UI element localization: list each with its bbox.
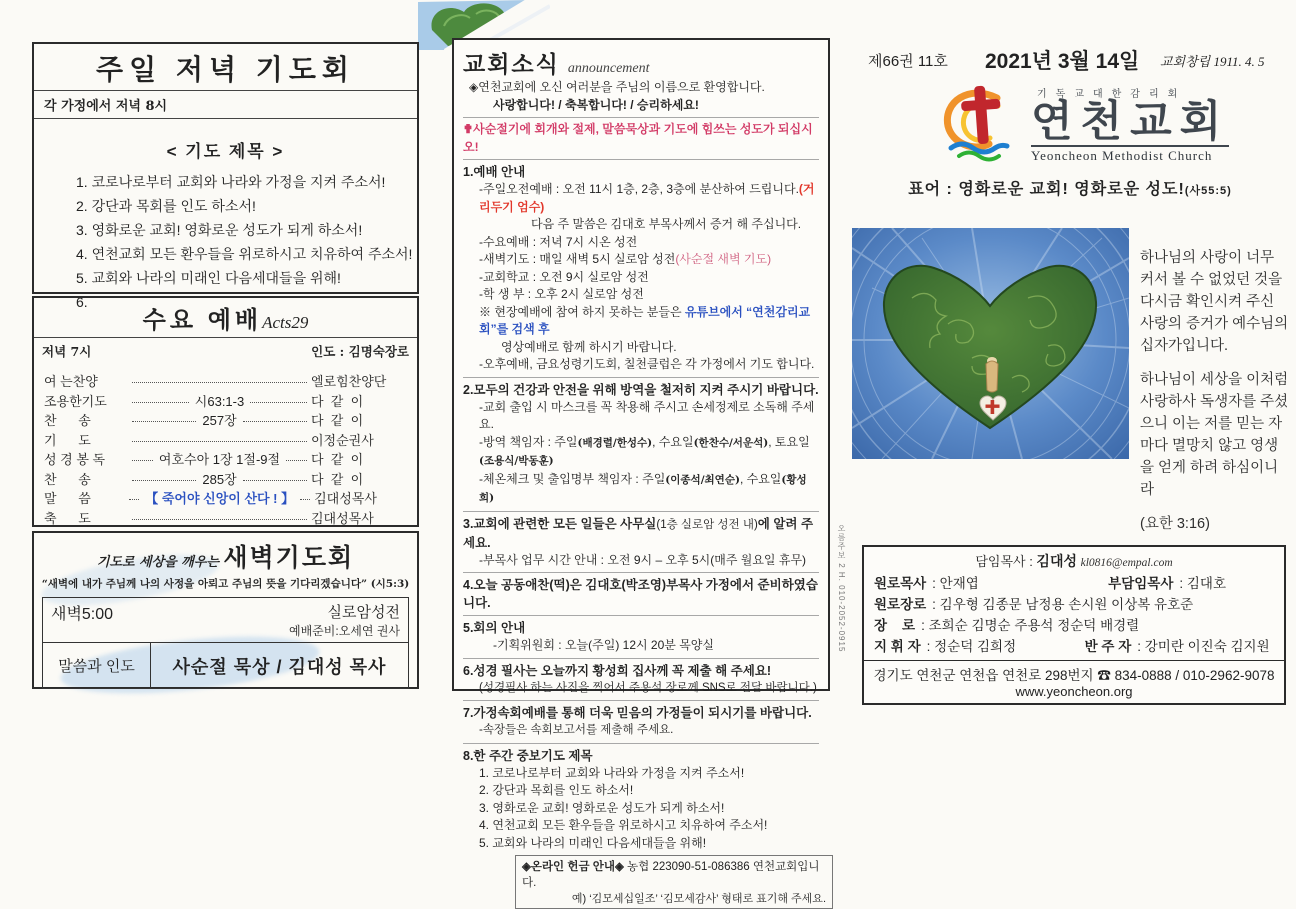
worship-row-label: 축 도	[44, 510, 91, 526]
offering-account: 농협 223090-51-086386 연천교회입니다.	[522, 861, 820, 889]
prayer-item: 4. 연천교회 모든 환우들을 위로하시고 치유하여 주소서!	[76, 246, 413, 262]
handwritten-names: (조용식/박동훈)	[479, 455, 554, 467]
church-name-english: Yeoncheon Methodist Church	[1031, 145, 1229, 164]
announcement-line: -부목사 업무 시간 안내 : 오전 9시 – 오후 5시(매주 월요일 휴무)	[479, 552, 807, 567]
welcome-line: ◈연천교회에 오신 여러분을 주님의 이름으로 환영합니다.	[469, 80, 765, 94]
announcement-line: -속장들은 속회보고서를 제출해 주세요.	[479, 724, 674, 736]
intercession-item: 3. 영화로운 교회! 영화로운 성도가 되게 하소서!	[479, 800, 725, 815]
dawn-row-label: 말씀과 인도	[43, 643, 151, 688]
divider	[463, 159, 819, 160]
worship-row	[44, 509, 407, 529]
worship-row	[44, 450, 407, 470]
staff-label: 장 로	[874, 618, 916, 633]
worship-order-list	[34, 362, 417, 528]
cross-icon	[935, 82, 1027, 167]
handwritten-names: (배경렬/한성수)	[577, 436, 653, 449]
prayer-item: 5. 교회와 나라의 미래인 다음세대들을 위해!	[76, 270, 341, 286]
dawn-place: 실로암성전	[327, 604, 400, 621]
offering-title: ◈온라인 헌금 안내◈	[522, 861, 624, 873]
divider	[463, 615, 819, 616]
divider	[463, 743, 819, 744]
worship-row-label: 찬 송	[44, 413, 91, 428]
online-offering-box	[515, 855, 833, 909]
worship-time: 저녁 7시	[42, 344, 92, 359]
bulletin-date: 2021년 3월 14일	[985, 50, 1140, 73]
divider	[463, 658, 819, 659]
denomination-text: 기독교대한감리회	[1037, 88, 1187, 100]
announcement-line: -교회학교 : 오전 9시 실로암 성전	[479, 269, 649, 284]
worship-row-person: 다 같 이	[311, 452, 364, 467]
prayer-list-title: < 기도 제목 >	[166, 142, 285, 161]
worship-row-label: 성 경 봉 독	[44, 452, 106, 467]
worship-row-person: 김대성목사	[311, 510, 374, 526]
announcement-line	[463, 304, 819, 339]
evening-prayer-subtitle: 각 가정에서 저녁 8시	[44, 99, 168, 114]
worship-row-person: 김대성목사	[314, 491, 377, 506]
wednesday-worship-title-suffix: Acts29	[262, 313, 309, 332]
offering-line-2: 예) ‘김모세십일조’ ‘김모세감사’ 형태로 표기해 주세요.	[571, 893, 826, 905]
section-4-title: 4.오늘 공동애찬(떡)은 김대호(박조영)부목사 가정에서 준비하였습니다.	[463, 578, 818, 610]
wednesday-worship-section	[32, 296, 419, 527]
line-text: -새벽기도 : 매일 새벽 5시 실로암 성전	[479, 252, 676, 266]
line-text: , 수요일	[652, 434, 694, 449]
church-name: 연천교회	[1031, 97, 1230, 146]
church-address-block	[864, 660, 1284, 703]
line-text: 3.교회에 관련한 모든 일들은 사무실	[463, 516, 657, 531]
printer-info-strip: 오름주보 2 H. 010-2052-0915	[837, 524, 846, 653]
evening-prayer-title: 주일 저녁 기도회	[96, 54, 355, 85]
worship-row-detail: 257장	[202, 413, 237, 428]
section-7-title: 7.가정속회예배를 통해 더욱 믿음의 가정들이 되시기를 바랍니다.	[463, 706, 812, 720]
prayer-item: 2. 강단과 목회를 인도 하소서!	[76, 198, 256, 214]
senior-pastor-email: kl0816@empal.com	[1080, 557, 1173, 569]
divider	[463, 700, 819, 701]
staff-row	[864, 636, 1284, 657]
dawn-row-value: 사순절 묵상 / 김대성 목사	[172, 656, 387, 677]
offering-line-1	[522, 858, 826, 890]
lent-dawn-note: (사순절 새벽 기도)	[675, 252, 772, 266]
intercession-item: 1. 코로나로부터 교회와 나라와 가정을 지켜 주소서!	[479, 765, 745, 780]
announcements-subtitle: announcement	[567, 61, 650, 76]
handwritten-names: (이종석/최연순)	[665, 473, 740, 486]
staff-label: 원로목사	[874, 576, 927, 591]
worship-row-detail: 시63:1-3	[194, 393, 245, 409]
staff-value: : 안재엽	[932, 576, 979, 591]
staff-value: : 김우형 김종문 남정용 손시원 이상복 유호준	[932, 597, 1194, 612]
motto-reference: (사55:5)	[1184, 185, 1232, 197]
announcement-line: -학 생 부 : 오후 2시 실로암 성전	[479, 287, 644, 301]
divider	[463, 117, 819, 118]
staff-value: : 강미란 이진숙 김지원	[1137, 639, 1270, 654]
line-text: -주일오전예배 : 오전 11시 1층, 2층, 3층에 분산하여 드립니다.	[479, 182, 799, 196]
wednesday-worship-title	[34, 298, 417, 337]
worship-row-person: 이정순권사	[311, 432, 374, 448]
worship-row-detail: 여호수아 1장 1절-9절	[158, 452, 281, 467]
senior-pastor-label: 담임목사 :	[975, 554, 1037, 569]
staff-label: 원로장로	[874, 597, 927, 612]
divider	[463, 511, 819, 512]
staff-row	[864, 573, 1284, 594]
worship-row-sermon	[44, 489, 407, 509]
church-address: 경기도 연천군 연천읍 연천로 298번지 ☎ 834-0888 / 010-2962-9078	[873, 668, 1275, 683]
wednesday-worship-title-text: 수요 예배	[142, 307, 263, 334]
announcement-line: 영상예배로 함께 하시기 바랍니다.	[501, 339, 677, 354]
section-1-title: 1.예배 안내	[463, 165, 526, 179]
section-5-title: 5.회의 안내	[463, 621, 526, 635]
founding-date: 교회창립 1911. 4. 5	[1160, 54, 1265, 69]
lent-notice: ✟사순절기에 회개와 절제, 말씀묵상과 기도에 힘쓰는 성도가 되십시오!	[463, 122, 813, 154]
sermon-title: 【 죽어야 신앙이 산다 ! 】	[145, 491, 295, 506]
line-text: -방역 책임자 : 주일	[479, 434, 578, 449]
line-text: 에 알려 주세요.	[463, 516, 814, 550]
welcome-line-2: 사랑합니다! / 축복합니다! / 승리하세요!	[493, 97, 699, 112]
intercession-item: 5. 교회와 나라의 미래인 다음세대들을 위해!	[479, 835, 707, 850]
dawn-prep: 예배준비:오세연 권사	[289, 624, 400, 638]
dawn-prayer-section	[32, 531, 419, 689]
motto-text: 표어 : 영화로운 교회! 영화로운 성도!	[908, 181, 1185, 198]
staff-table	[862, 545, 1286, 705]
worship-row	[44, 392, 407, 412]
intercession-item: 4. 연천교회 모든 환우들을 위로하시고 치유하여 주소서!	[479, 818, 768, 832]
worship-row	[44, 372, 407, 392]
announcement-line: -교회 출입 시 마스크를 꼭 착용해 주시고 손세정제로 소독해 주세요.	[479, 399, 815, 431]
staff-value: : 조희순 김명순 주용석 정순덕 배경렬	[921, 618, 1140, 633]
line-text: ※ 현장예배에 참여 하지 못하는 분들은	[479, 304, 685, 319]
announcement-line: 다음 주 말씀은 김대호 부목사께서 증거 해 주십니다.	[531, 217, 802, 231]
youtube-note: 유튜브에서 “연천감리교회”를 검색 후	[479, 304, 811, 336]
announcement-line: -기획위원회 : 오늘(주일) 12시 20분 목양실	[493, 638, 714, 652]
church-website: www.yeoncheon.org	[1015, 684, 1133, 699]
dawn-prayer-table	[42, 597, 409, 689]
prayer-item: 6.	[76, 294, 88, 310]
worship-row-person: 다 같 이	[311, 413, 364, 428]
church-motto	[880, 176, 1260, 199]
staff-value: : 정순덕 김희정	[926, 639, 1017, 654]
line-text: -체온체크 및 출입명부 책임자 : 주일	[479, 471, 666, 486]
line-text: , 수요일	[739, 471, 782, 486]
announcement-line: -오후예배, 금요성령기도회, 칠천클럽은 각 가정에서 기도 합니다.	[479, 357, 815, 371]
issue-number: 제66권 11호	[868, 53, 948, 70]
devotion-verse-reference: (요한 3:16)	[1140, 516, 1210, 533]
intercession-item: 2. 강단과 목회를 인도 하소서!	[479, 783, 634, 797]
staff-label: 부담임목사	[1108, 576, 1174, 591]
staff-label: 반 주 자	[1084, 639, 1132, 654]
distancing-note: (거리두기 엄수)	[479, 182, 815, 214]
worship-row-detail: 285장	[202, 471, 237, 487]
announcements-title: 교회소식	[463, 51, 560, 77]
section-2-title: 2.모두의 건강과 안전을 위해 방역을 철저히 지켜 주시기 바랍니다.	[463, 382, 819, 397]
worship-leader: 인도 : 김명숙장로	[311, 344, 409, 359]
worship-row	[44, 431, 407, 451]
section-3-title	[463, 515, 819, 552]
devotion-paragraph-2: 하나님이 세상을 이처럼 사랑하사 독생자를 주셨으니 이는 저를 믿는 자마다 멸망치 않고 영생을 얻게 하려 하심이니라	[1140, 372, 1289, 499]
worship-row	[44, 470, 407, 490]
worship-row-person: 엘로힘찬양단	[311, 374, 387, 389]
divider	[463, 572, 819, 573]
staff-row	[864, 615, 1284, 636]
devotion-text	[1140, 247, 1292, 535]
line-text: , 토요일	[768, 434, 810, 449]
evening-prayer-section	[32, 42, 419, 310]
announcement-line	[463, 471, 819, 508]
section-6-title: 6.성경 필사는 오늘까지 황성희 집사께 꼭 제출 해 주세요!	[463, 663, 772, 678]
announcement-line	[463, 181, 819, 216]
senior-pastor-name: 김대성	[1036, 553, 1077, 569]
staff-label: 지 휘 자	[874, 639, 921, 654]
divider	[463, 377, 819, 378]
staff-value: : 김대호	[1179, 576, 1227, 591]
announcement-line	[463, 251, 819, 269]
announcement-line: -수요예배 : 저녁 7시 시온 성전	[479, 234, 638, 249]
announcements-section	[452, 38, 830, 905]
worship-row-label: 말 씀	[44, 491, 91, 506]
handwritten-names: (한찬수/서운석)	[693, 436, 769, 449]
announcement-line: (성경필사 하는 사진을 찍어서 주용석 장로께 SNS로 전달 바랍니다.)	[479, 681, 817, 694]
church-logo	[935, 82, 1229, 167]
worship-row-person: 다 같 이	[311, 471, 364, 487]
heart-island-illustration	[852, 228, 1129, 459]
divider	[34, 118, 417, 119]
senior-pastor-row	[864, 547, 1284, 573]
worship-row-label: 찬 송	[44, 471, 91, 487]
handwritten-names: (황성희)	[479, 473, 807, 504]
announcement-line	[463, 434, 819, 471]
prayer-item: 1. 코로나로부터 교회와 나라와 가정을 지켜 주소서!	[76, 174, 386, 190]
devotion-paragraph-1: 하나님의 사랑이 너무 커서 볼 수 없었던 것을 다시금 확인시켜 주신 사랑의 증거가 예수님의 십자가입니다.	[1140, 250, 1289, 355]
worship-row	[44, 411, 407, 431]
office-location-note: (1층 실로암 성전 내)	[656, 518, 758, 531]
dawn-prayer-title: 새벽기도회	[223, 544, 355, 572]
section-8-title: 8.한 주간 중보기도 제목	[463, 748, 593, 763]
prayer-item: 3. 영화로운 교회! 영화로운 성도가 되게 하소서!	[76, 222, 363, 238]
dawn-prayer-pretitle: 기도로 세상을 깨우는	[96, 555, 219, 570]
worship-row-label: 여 는찬양	[44, 374, 98, 389]
worship-row-label: 조용한기도	[44, 393, 107, 409]
staff-row	[864, 594, 1284, 615]
worship-row-person: 다 같 이	[311, 393, 364, 409]
dawn-time: 새벽5:00	[51, 606, 114, 623]
worship-row-label: 기 도	[44, 432, 91, 448]
dawn-prayer-verse: “새벽에 내가 주님께 나의 사정을 아뢰고 주님의 뜻을 기다리겠습니다” (시5:3)	[41, 578, 410, 590]
